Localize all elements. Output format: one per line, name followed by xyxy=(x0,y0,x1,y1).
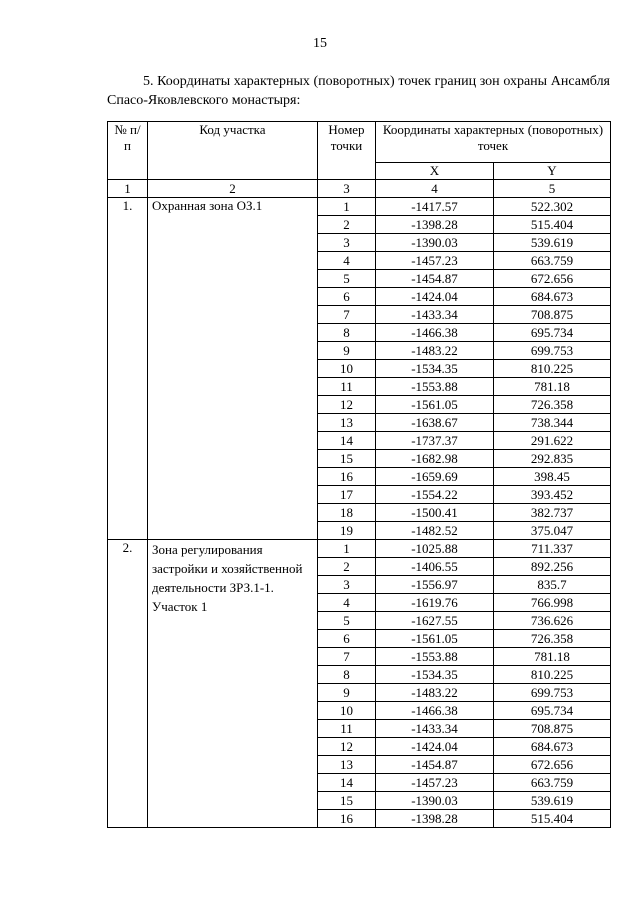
coord-y: 375.047 xyxy=(494,522,611,540)
coord-y: 892.256 xyxy=(494,558,611,576)
coord-x: -1390.03 xyxy=(376,234,494,252)
coord-y: 736.626 xyxy=(494,612,611,630)
coord-y: 766.998 xyxy=(494,594,611,612)
point-number: 16 xyxy=(318,810,376,828)
coord-y: 699.753 xyxy=(494,684,611,702)
point-number: 6 xyxy=(318,630,376,648)
coord-y: 726.358 xyxy=(494,630,611,648)
point-number: 7 xyxy=(318,648,376,666)
point-number: 13 xyxy=(318,414,376,432)
coord-x: -1561.05 xyxy=(376,396,494,414)
zone-name: Зона регулирования застройки и хозяйственной деятельности ЗРЗ.1-1. Участок 1 xyxy=(148,540,318,828)
coord-x: -1417.57 xyxy=(376,198,494,216)
coord-x: -1553.88 xyxy=(376,648,494,666)
point-number: 12 xyxy=(318,396,376,414)
coord-y: 726.358 xyxy=(494,396,611,414)
point-number: 3 xyxy=(318,234,376,252)
coord-y: 382.737 xyxy=(494,504,611,522)
point-number: 2 xyxy=(318,216,376,234)
column-number: 1 xyxy=(108,180,148,198)
coord-x: -1483.22 xyxy=(376,684,494,702)
point-number: 8 xyxy=(318,324,376,342)
table-row xyxy=(108,198,611,216)
coord-y: 515.404 xyxy=(494,810,611,828)
point-number: 19 xyxy=(318,522,376,540)
coord-y: 672.656 xyxy=(494,270,611,288)
coord-x: -1682.98 xyxy=(376,450,494,468)
coord-y: 684.673 xyxy=(494,288,611,306)
point-number: 17 xyxy=(318,486,376,504)
point-number: 10 xyxy=(318,702,376,720)
coord-y: 699.753 xyxy=(494,342,611,360)
point-number: 9 xyxy=(318,684,376,702)
point-number: 10 xyxy=(318,360,376,378)
coord-x: -1556.97 xyxy=(376,576,494,594)
point-number: 9 xyxy=(318,342,376,360)
coord-x: -1553.88 xyxy=(376,378,494,396)
coord-x: -1482.52 xyxy=(376,522,494,540)
coord-y: 292.835 xyxy=(494,450,611,468)
coord-y: 539.619 xyxy=(494,792,611,810)
table-row xyxy=(108,540,611,558)
coord-x: -1619.76 xyxy=(376,594,494,612)
coord-y: 695.734 xyxy=(494,702,611,720)
coord-y: 663.759 xyxy=(494,774,611,792)
coord-x: -1433.34 xyxy=(376,306,494,324)
coord-y: 539.619 xyxy=(494,234,611,252)
coord-y: 711.337 xyxy=(494,540,611,558)
coord-x: -1466.38 xyxy=(376,702,494,720)
coord-y: 738.344 xyxy=(494,414,611,432)
header-coords: Координаты характерных (поворотных) точек xyxy=(376,122,611,163)
zone-name: Охранная зона ОЗ.1 xyxy=(148,198,318,540)
point-number: 15 xyxy=(318,450,376,468)
point-number: 4 xyxy=(318,252,376,270)
point-number: 18 xyxy=(318,504,376,522)
point-number: 8 xyxy=(318,666,376,684)
point-number: 5 xyxy=(318,270,376,288)
coord-y: 835.7 xyxy=(494,576,611,594)
column-number: 5 xyxy=(494,180,611,198)
coord-x: -1466.38 xyxy=(376,324,494,342)
column-number: 3 xyxy=(318,180,376,198)
table-body xyxy=(108,198,611,828)
coord-y: 672.656 xyxy=(494,756,611,774)
coord-x: -1483.22 xyxy=(376,342,494,360)
coord-x: -1737.37 xyxy=(376,432,494,450)
coord-x: -1627.55 xyxy=(376,612,494,630)
coord-x: -1398.28 xyxy=(376,216,494,234)
coord-y: 393.452 xyxy=(494,486,611,504)
point-number: 11 xyxy=(318,720,376,738)
coord-x: -1454.87 xyxy=(376,756,494,774)
zone-number: 1. xyxy=(108,198,148,540)
coord-y: 522.302 xyxy=(494,198,611,216)
zone-number: 2. xyxy=(108,540,148,828)
page-number: 15 xyxy=(313,36,327,51)
coord-y: 781.18 xyxy=(494,648,611,666)
point-number: 7 xyxy=(318,306,376,324)
coord-x: -1390.03 xyxy=(376,792,494,810)
coordinates-table xyxy=(107,121,611,828)
point-number: 12 xyxy=(318,738,376,756)
point-number: 4 xyxy=(318,594,376,612)
header-no: № п/п xyxy=(108,122,148,180)
point-number: 14 xyxy=(318,432,376,450)
header-x: X xyxy=(376,163,494,180)
coord-y: 810.225 xyxy=(494,360,611,378)
coord-x: -1500.41 xyxy=(376,504,494,522)
coord-x: -1554.22 xyxy=(376,486,494,504)
coord-y: 781.18 xyxy=(494,378,611,396)
coord-x: -1424.04 xyxy=(376,288,494,306)
point-number: 2 xyxy=(318,558,376,576)
coord-y: 708.875 xyxy=(494,306,611,324)
column-number: 2 xyxy=(148,180,318,198)
header-point: Номер точки xyxy=(318,122,376,180)
coord-y: 291.622 xyxy=(494,432,611,450)
header-code: Код участка xyxy=(148,122,318,180)
coord-x: -1454.87 xyxy=(376,270,494,288)
coord-y: 695.734 xyxy=(494,324,611,342)
point-number: 16 xyxy=(318,468,376,486)
header-y: Y xyxy=(494,163,611,180)
coord-x: -1659.69 xyxy=(376,468,494,486)
coord-y: 810.225 xyxy=(494,666,611,684)
coord-y: 515.404 xyxy=(494,216,611,234)
coord-x: -1424.04 xyxy=(376,738,494,756)
column-number: 4 xyxy=(376,180,494,198)
point-number: 1 xyxy=(318,540,376,558)
coord-x: -1398.28 xyxy=(376,810,494,828)
point-number: 14 xyxy=(318,774,376,792)
coord-x: -1457.23 xyxy=(376,252,494,270)
point-number: 5 xyxy=(318,612,376,630)
point-number: 11 xyxy=(318,378,376,396)
coord-y: 663.759 xyxy=(494,252,611,270)
coord-y: 708.875 xyxy=(494,720,611,738)
point-number: 13 xyxy=(318,756,376,774)
coord-x: -1025.88 xyxy=(376,540,494,558)
coord-y: 398.45 xyxy=(494,468,611,486)
coord-y: 684.673 xyxy=(494,738,611,756)
coord-x: -1561.05 xyxy=(376,630,494,648)
coord-x: -1638.67 xyxy=(376,414,494,432)
point-number: 3 xyxy=(318,576,376,594)
coord-x: -1457.23 xyxy=(376,774,494,792)
coord-x: -1534.35 xyxy=(376,666,494,684)
intro-paragraph: 5. Координаты характерных (поворотных) точек границ зон охраны Ансамбля Спасо-Яковлевского монастыря: xyxy=(107,74,610,108)
column-numbers-row xyxy=(108,180,611,198)
point-number: 15 xyxy=(318,792,376,810)
point-number: 1 xyxy=(318,198,376,216)
coord-x: -1534.35 xyxy=(376,360,494,378)
point-number: 6 xyxy=(318,288,376,306)
coord-x: -1433.34 xyxy=(376,720,494,738)
coord-x: -1406.55 xyxy=(376,558,494,576)
